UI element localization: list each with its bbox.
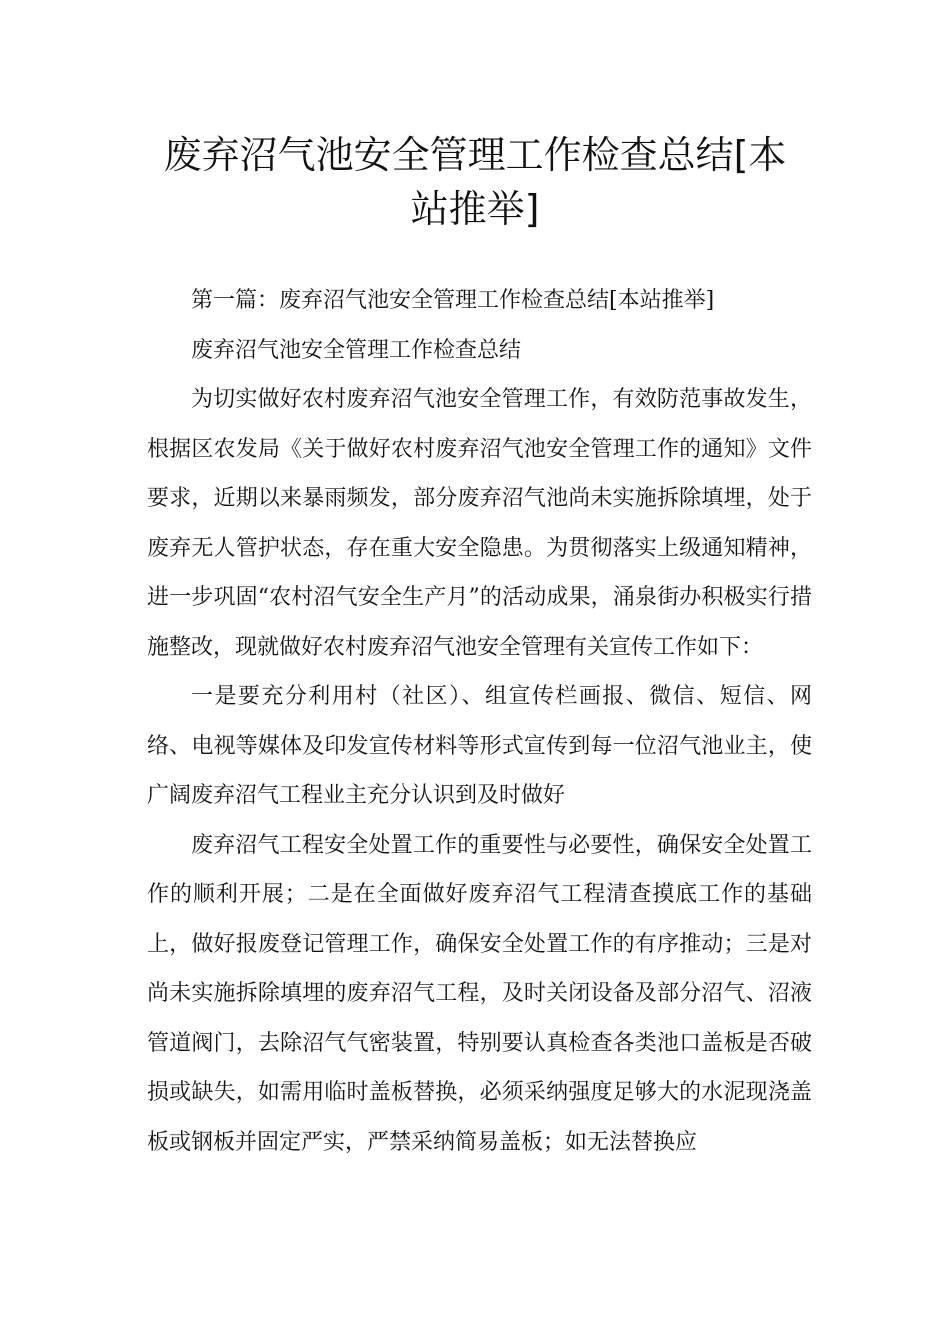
document-body (147, 276, 812, 1167)
title-line-2: 站推举] (410, 187, 540, 231)
subtitle-paragraph: 废弃沼气池安全管理工作检查总结 (191, 337, 522, 363)
body-paragraph-measure-1: 一是要充分利用村（社区）、组宣传栏画报、微信、短信、网络、电视等媒体及印发宣传材料等形式宣传到每一位沼气池业主，使广阔废弃沼气工程业主充分认识到及时做好 (147, 684, 812, 808)
title-line-1: 废弃沼气池安全管理工作检查总结[本 (163, 133, 787, 177)
body-paragraph-measure-2: 废弃沼气工程安全处置工作的重要性与必要性，确保安全处置工作的顺利开展；二是在全面做好废弃沼气工程清查摸底工作的基础上，做好报废登记管理工作，确保安全处置工作的有序推动；三是对尚未实施拆除填埋的废弃沼气工程，及时关闭设备及部分沼气、沼液管道阀门，去除沼气气密装置，特别要认真检查各类池口盖板是否破损或缺失，如需用临时盖板替换，必须采纳强度足够大的水泥现浇盖板或钢板并固定严实，严禁采纳简易盖板；如无法替换应 (147, 832, 812, 1155)
body-paragraph-intro: 为切实做好农村废弃沼气池安全管理工作，有效防范事故发生，根据区农发局《关于做好农村废弃沼气池安全管理工作的通知》文件要求，近期以来暴雨频发，部分废弃沼气池尚未实施拆除填埋，处于废弃无人管护状态，存在重大安全隐患。为贯彻落实上级通知精神，进一步巩固“农村沼气安全生产月”的活动成果，涌泉街办积极实行措施整改，现就做好农村废弃沼气池安全管理有关宣传工作如下： (147, 387, 812, 660)
document-title (0, 128, 950, 236)
section-heading: 第一篇：废弃沼气池安全管理工作检查总结[本站推举] (191, 288, 715, 313)
